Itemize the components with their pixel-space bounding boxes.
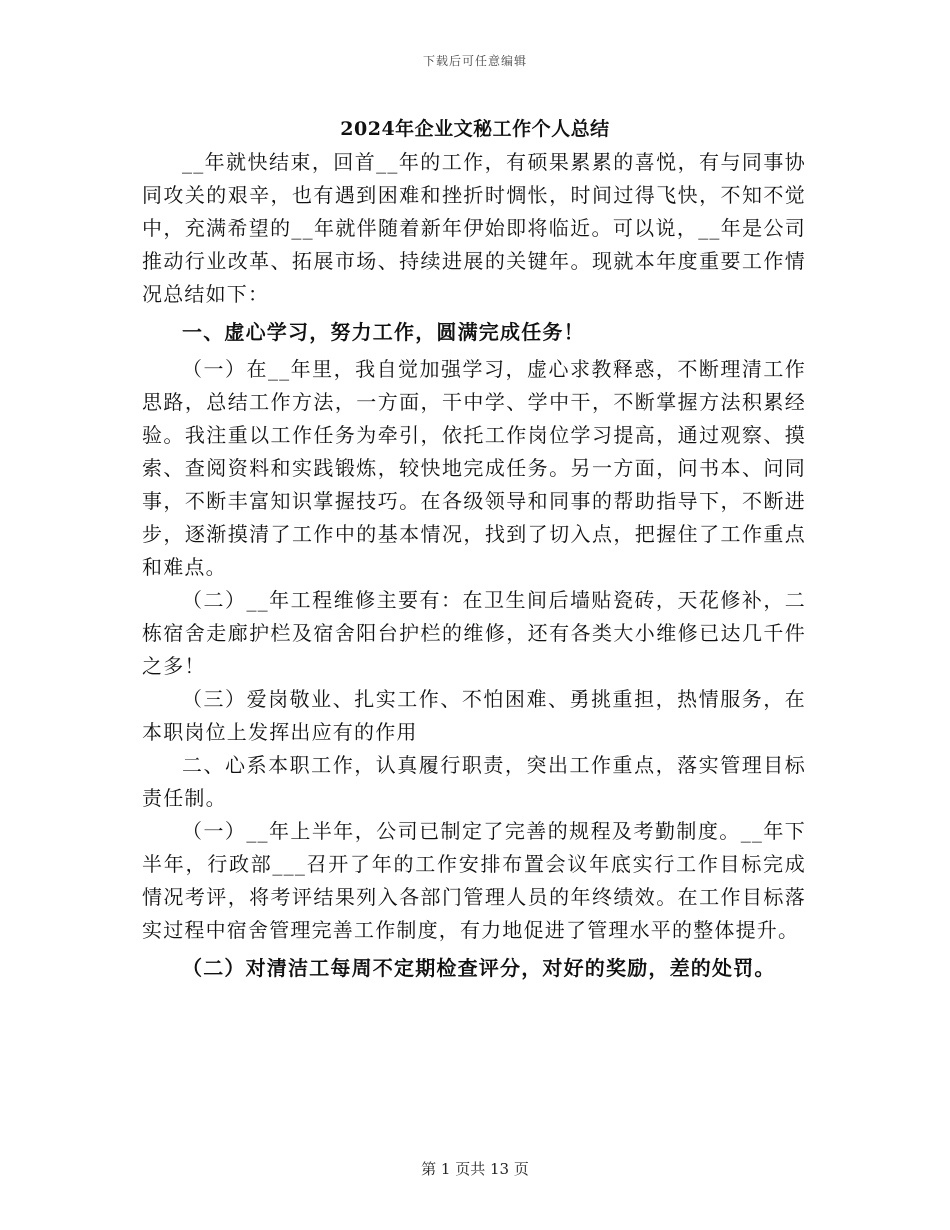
paragraph-2-1: （一）__年上半年，公司已制定了完善的规程及考勤制度。__年下半年，行政部___召开了年的工作安排布置会议年底实行工作目标完成情况考评，将考评结果列入各部门管理人员的年终绩效。在工作目标落实过程中宿舍管理完善工作制度，有力地促进了管理水平的整体提升。 (142, 819, 806, 942)
paragraph-1-3: （三）爱岗敬业、扎实工作、不怕困难、勇挑重担，热情服务，在本职岗位上发挥出应有的作用 (142, 687, 806, 744)
page-header: 下载后可任意编辑 (422, 54, 527, 68)
section-heading-2: 二、心系本职工作，认真履行职责，突出工作重点，落实管理目标责任制。 (142, 753, 806, 810)
document-body (142, 146, 806, 989)
paragraph-2-2: （二）对清洁工每周不定期检查评分，对好的奖励，差的处罚。 (182, 956, 776, 980)
paragraph-intro: __年就快结束，回首__年的工作，有硕果累累的喜悦，有与同事协同攻关的艰辛，也有遇到困难和挫折时惆怅，时间过得飞快，不知不觉中，充满希望的__年就伴随着新年伊始即将临近。可以说，__年是公司推动行业改革、拓展市场、持续进展的关键年。现就本年度重要工作情况总结如下： (142, 150, 806, 306)
document-title: 2024年企业文秘工作个人总结 (340, 118, 610, 140)
section-heading-1: 一、虚心学习，努力工作，圆满完成任务！ (182, 320, 585, 344)
page-footer: 第 1 页共 13 页 (421, 1160, 529, 1178)
paragraph-1-1: （一）在__年里，我自觉加强学习，虚心求教释惑，不断理清工作思路，总结工作方法，一方面，干中学、学中干，不断掌握方法积累经验。我注重以工作任务为牵引，依托工作岗位学习提高，通过观察、摸索、查阅资料和实践锻炼，较快地完成任务。另一方面，问书本、问同事，不断丰富知识掌握技巧。在各级领导和同事的帮助指导下，不断进步，逐渐摸清了工作中的基本情况，找到了切入点，把握住了工作重点和难点。 (142, 357, 806, 579)
paragraph-1-2: （二）__年工程维修主要有：在卫生间后墙贴瓷砖，天花修补，二栋宿舍走廊护栏及宿舍阳台护栏的维修，还有各类大小维修已达几千件之多！ (142, 588, 806, 678)
